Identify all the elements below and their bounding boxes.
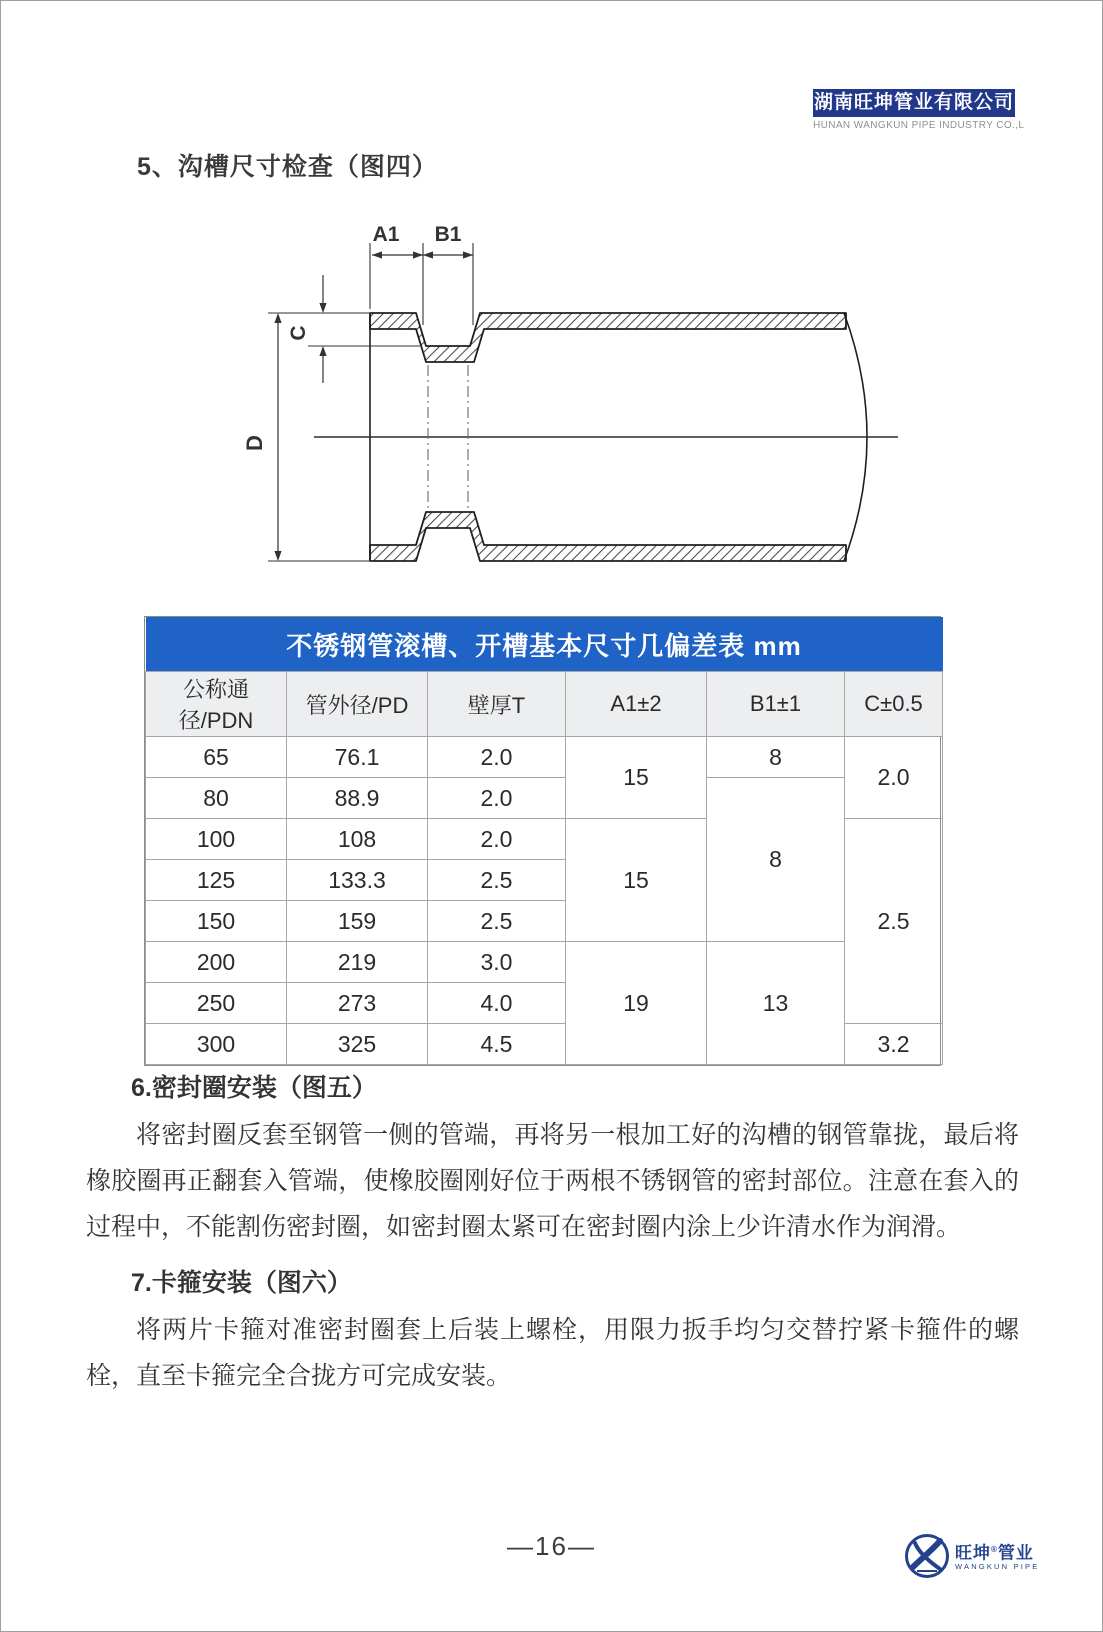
table-cell: 2.5 [428, 860, 566, 901]
dim-label-b1: B1 [434, 223, 462, 246]
table-cell: 3.2 [845, 1024, 943, 1065]
footer-logo [904, 1533, 1039, 1579]
table-cell: 100 [146, 819, 287, 860]
arrow-a1-left [372, 251, 382, 258]
arrow-d-top [274, 313, 281, 323]
table-cell-merged: 8 [707, 778, 845, 942]
table-cell: 325 [287, 1024, 428, 1065]
table-cell: 65 [146, 737, 287, 778]
table-cell-merged: 13 [707, 942, 845, 1065]
company-banner [813, 89, 1025, 131]
arrow-a1-right [413, 251, 423, 258]
section7-paragraph: 将两片卡箍对准密封圈套上后装上螺栓，用限力扳手均匀交替拧紧卡箍件的螺栓，直至卡箍完全合拢方可完成安装。 [86, 1316, 1019, 1390]
table-cell-merged: 19 [566, 942, 707, 1065]
pipe-bottom-wall [370, 512, 846, 561]
table-cell: 250 [146, 983, 287, 1024]
section6-title: 6.密封圈安装（图五） [131, 1074, 377, 1102]
table-cell: 4.0 [428, 983, 566, 1024]
table-cell: 80 [146, 778, 287, 819]
section5-title: 5、沟槽尺寸检查（图四） [137, 153, 438, 181]
table-cell: 2.5 [428, 901, 566, 942]
col-header-pdn: 公称通径/PDN [146, 672, 287, 737]
table-cell: 3.0 [428, 942, 566, 983]
table-cell: 2.0 [428, 819, 566, 860]
table-cell: 200 [146, 942, 287, 983]
logo-name-en: WANGKUN PIPE [955, 1562, 1040, 1572]
table-cell-merged: 2.0 [845, 737, 943, 819]
page-number: —16— [507, 1531, 596, 1561]
col-header-od: 管外径/PD [287, 672, 428, 737]
table-cell: 2.0 [428, 778, 566, 819]
body-text [86, 1065, 1019, 1399]
pipe-top-wall [370, 313, 846, 362]
table-cell: 219 [287, 942, 428, 983]
registered-mark: ® [991, 1544, 998, 1554]
table-cell: 150 [146, 901, 287, 942]
table-row [146, 942, 943, 983]
table-title: 不锈钢管滚槽、开槽基本尺寸几偏差表 mm [146, 617, 943, 672]
pipe-groove-diagram [196, 213, 916, 613]
table-cell: 133.3 [287, 860, 428, 901]
table-cell-merged: 15 [566, 737, 707, 819]
table-cell: 76.1 [287, 737, 428, 778]
section7-title: 7.卡箍安装（图六） [131, 1269, 352, 1297]
table-row [146, 778, 943, 819]
col-header-a1: A1±2 [566, 672, 707, 737]
arrow-d-bottom [274, 551, 281, 561]
section6-paragraph: 将密封圈反套至钢管一侧的管端，再将另一根加工好的沟槽的钢管靠拢，最后将橡胶圈再正翻套入管端，使橡胶圈刚好位于两根不锈钢管的密封部位。注意在套入的过程中，不能割伤密封圈，如密封圈太紧可在密封圈内涂上少许清水作为润滑。 [86, 1121, 1019, 1241]
logo-name-cn: 旺坤®管业 [955, 1543, 1034, 1563]
arrow-c-down [319, 303, 326, 313]
company-name-cn: 湖南旺坤管业有限公司 [813, 89, 1015, 117]
dimension-table [144, 616, 941, 1066]
arrow-c-up [319, 346, 326, 356]
table-cell: 88.9 [287, 778, 428, 819]
spec-table [145, 617, 943, 1065]
table-cell-merged: 15 [566, 819, 707, 942]
company-name-en: HUNAN WANGKUN PIPE INDUSTRY CO.,L [813, 120, 1025, 131]
arrow-b1-left [423, 251, 433, 258]
table-header-row [146, 672, 943, 737]
table-cell: 273 [287, 983, 428, 1024]
table-cell: 8 [707, 737, 845, 778]
table-cell: 300 [146, 1024, 287, 1065]
table-title-row [146, 617, 943, 672]
dim-label-c: C [287, 325, 310, 341]
dim-label-d: D [242, 435, 267, 451]
logo-emblem-icon [904, 1533, 950, 1579]
dim-label-a1: A1 [372, 223, 400, 246]
col-header-b1: B1±1 [707, 672, 845, 737]
col-header-t: 壁厚T [428, 672, 566, 737]
table-cell: 159 [287, 901, 428, 942]
table-cell: 108 [287, 819, 428, 860]
table-cell: 2.0 [428, 737, 566, 778]
pipe-groove-svg [196, 213, 916, 613]
arrow-b1-right [463, 251, 473, 258]
table-cell: 125 [146, 860, 287, 901]
table-cell: 4.5 [428, 1024, 566, 1065]
logo-text [955, 1541, 1039, 1572]
table-cell-merged: 2.5 [845, 819, 943, 1024]
table-row [146, 737, 943, 778]
col-header-c: C±0.5 [845, 672, 943, 737]
